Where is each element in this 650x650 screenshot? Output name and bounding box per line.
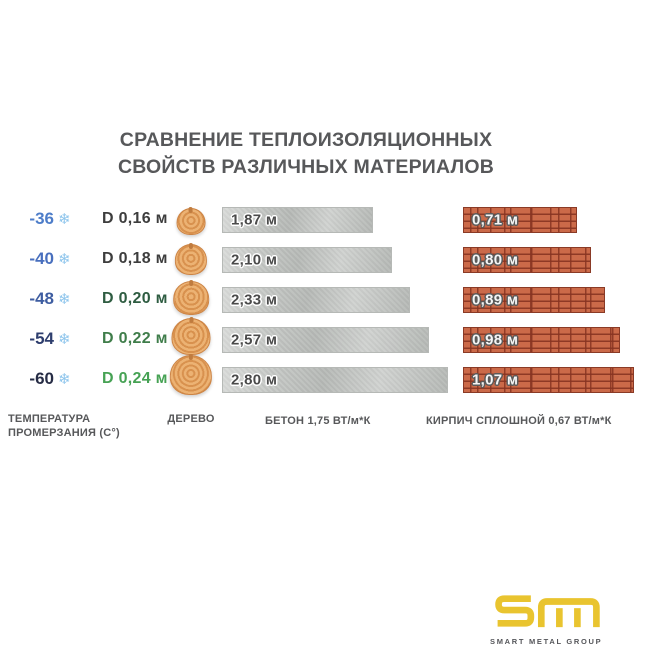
concrete-bar bbox=[222, 207, 373, 233]
wood-diameter-label: D 0,16 м bbox=[102, 210, 168, 227]
temperature-value: -60 bbox=[29, 369, 54, 388]
brick-bar bbox=[463, 367, 634, 393]
brick-bar bbox=[463, 207, 577, 233]
sm-logo-icon bbox=[490, 592, 604, 630]
wood-log-icon bbox=[173, 281, 209, 315]
wood-log-icon bbox=[175, 244, 207, 275]
brick-bar bbox=[463, 287, 605, 313]
comparison-row bbox=[0, 207, 650, 233]
wood-diameter-label: D 0,24 м bbox=[102, 370, 168, 387]
snowflake-icon: ❄ bbox=[58, 371, 71, 388]
company-logo bbox=[490, 592, 614, 646]
brick-value-label: 0,98 м bbox=[472, 331, 519, 349]
legend-temperature-label bbox=[8, 413, 120, 440]
brick-value-label: 0,80 м bbox=[472, 251, 519, 269]
brick-value-label: 0,71 м bbox=[472, 211, 519, 229]
concrete-bar bbox=[222, 287, 410, 313]
brick-bar bbox=[463, 247, 591, 273]
legend-brick-label: КИРПИЧ СПЛОШНОЙ 0,67 ВТ/м*К bbox=[426, 415, 612, 427]
comparison-row bbox=[0, 327, 650, 353]
legend-concrete-label: БЕТОН 1,75 ВТ/м*К bbox=[265, 415, 371, 427]
wood-diameter-label: D 0,22 м bbox=[102, 330, 168, 347]
concrete-value-label: 1,87 м bbox=[231, 211, 278, 229]
snowflake-icon: ❄ bbox=[58, 251, 71, 268]
legend-wood-label: ДЕРЕВО bbox=[167, 413, 215, 425]
temperature-value: -36 bbox=[29, 209, 54, 228]
wood-log-icon bbox=[170, 355, 212, 395]
brick-value-label: 1,07 м bbox=[472, 371, 519, 389]
temperature-value: -48 bbox=[29, 289, 54, 308]
brick-bar bbox=[463, 327, 620, 353]
legend-temperature-line-1: ТЕМПЕРАТУРА bbox=[8, 413, 91, 425]
comparison-row bbox=[0, 287, 650, 313]
comparison-row bbox=[0, 367, 650, 393]
concrete-bar bbox=[222, 367, 448, 393]
brick-value-label: 0,89 м bbox=[472, 291, 519, 309]
concrete-value-label: 2,57 м bbox=[231, 331, 278, 349]
comparison-row bbox=[0, 247, 650, 273]
wood-diameter-label: D 0,20 м bbox=[102, 290, 168, 307]
snowflake-icon: ❄ bbox=[58, 211, 71, 228]
concrete-bar bbox=[222, 247, 392, 273]
wood-diameter-label: D 0,18 м bbox=[102, 250, 168, 267]
page-title bbox=[0, 127, 650, 181]
concrete-value-label: 2,10 м bbox=[231, 251, 278, 269]
title-line-1: СРАВНЕНИЕ ТЕПЛОИЗОЛЯЦИОННЫХ bbox=[119, 129, 493, 151]
concrete-bar bbox=[222, 327, 429, 353]
snowflake-icon: ❄ bbox=[58, 291, 71, 308]
wood-log-icon bbox=[177, 208, 206, 236]
legend-temperature-line-2: ПРОМЕРЗАНИЯ (С°) bbox=[8, 426, 120, 439]
concrete-value-label: 2,80 м bbox=[231, 371, 278, 389]
snowflake-icon: ❄ bbox=[58, 331, 71, 348]
concrete-value-label: 2,33 м bbox=[231, 291, 278, 309]
wood-log-icon bbox=[172, 318, 211, 355]
title-line-2: СВОЙСТВ РАЗЛИЧНЫХ МАТЕРИАЛОВ bbox=[117, 156, 495, 178]
temperature-value: -40 bbox=[29, 249, 54, 268]
logo-caption: SMART METAL GROUP bbox=[490, 637, 603, 646]
temperature-value: -54 bbox=[29, 329, 54, 348]
